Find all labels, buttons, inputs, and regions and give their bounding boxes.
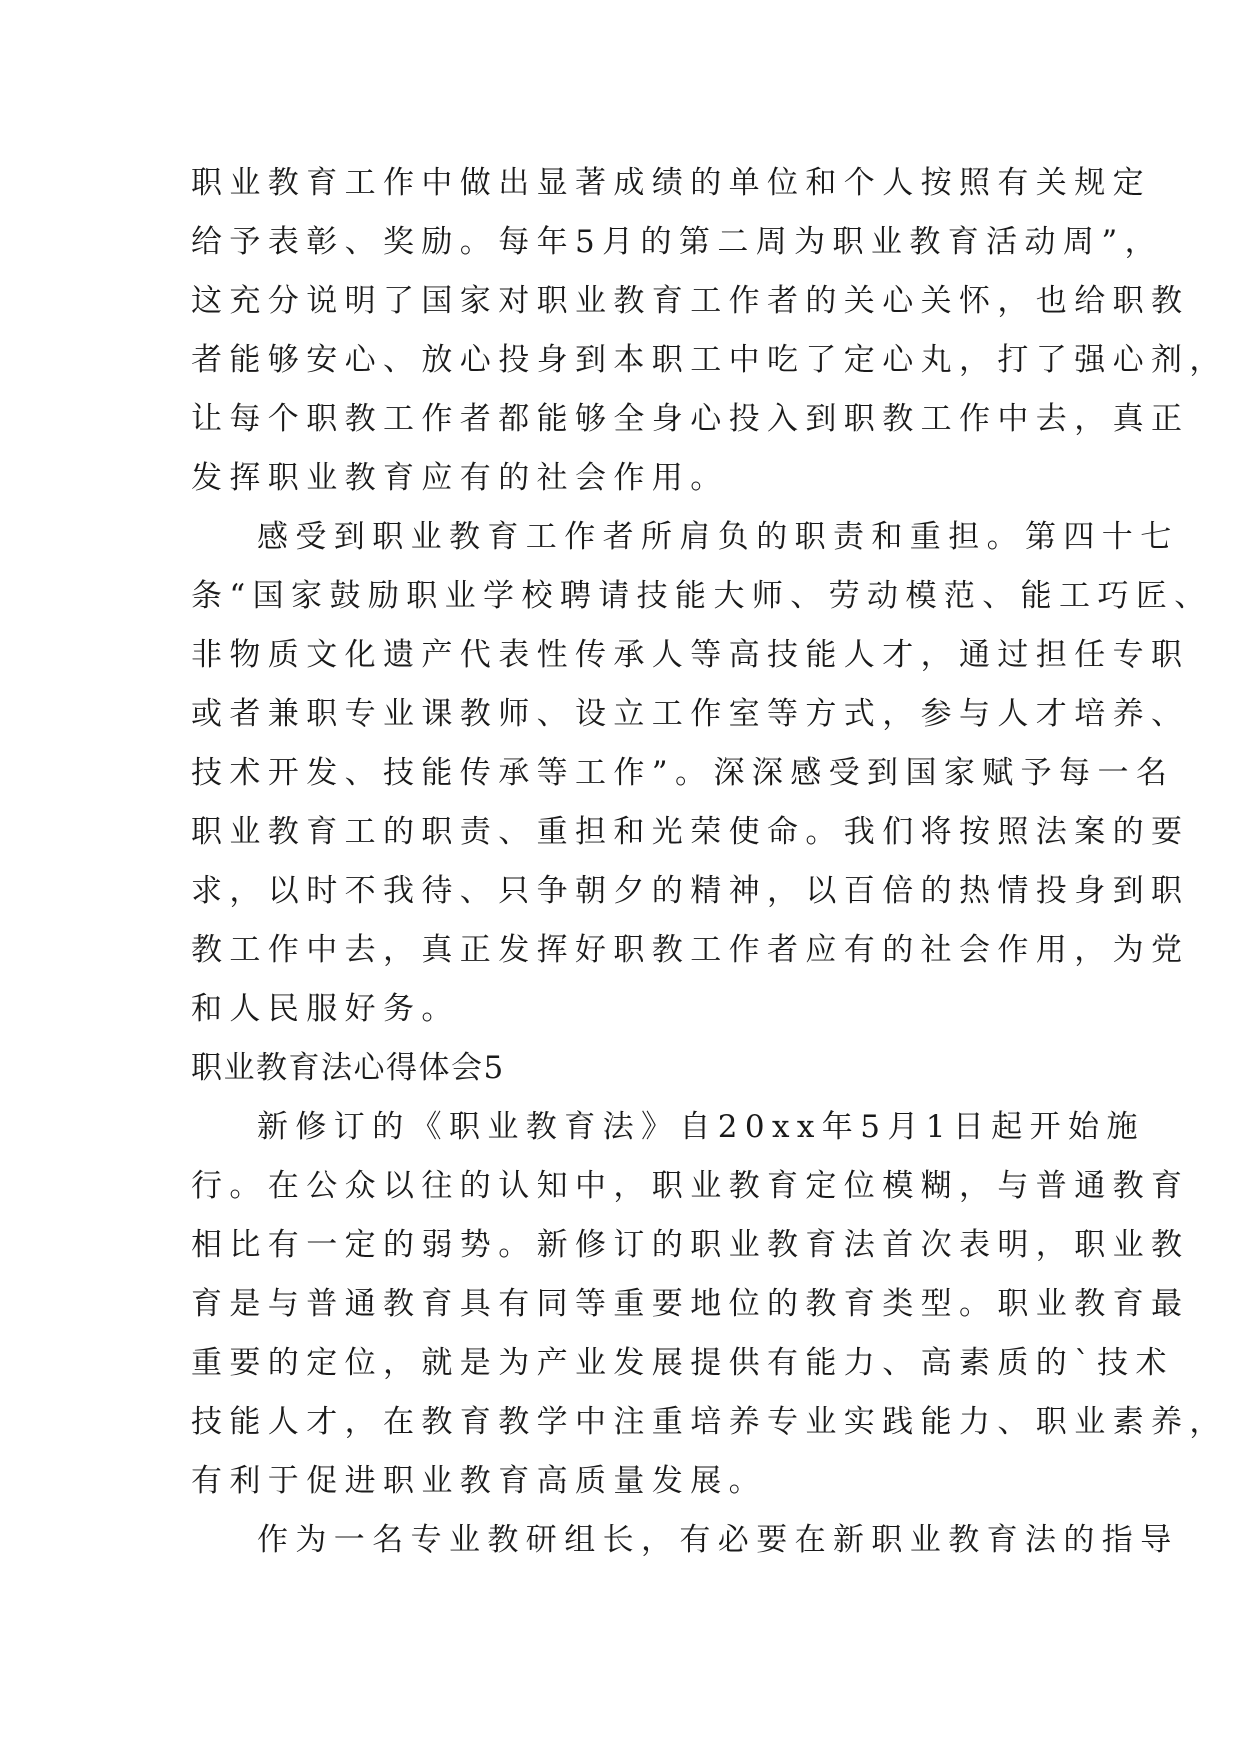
section-heading: 职业教育法心得体会5 <box>191 1050 505 1086</box>
text-line: 求，以时不我待、只争朝夕的精神，以百倍的热情投身到职 <box>191 873 1190 909</box>
text-line: 这充分说明了国家对职业教育工作者的关心关怀，也给职教 <box>191 283 1190 319</box>
paragraph-first-line: 感受到职业教育工作者所肩负的职责和重担。第四十七 <box>257 519 1179 555</box>
text-line: 让每个职教工作者都能够全身心投入到职教工作中去，真正 <box>191 401 1190 437</box>
text-line: 育是与普通教育具有同等重要地位的教育类型。职业教育最 <box>191 1286 1190 1322</box>
paragraph-first-line: 新修订的《职业教育法》自20xx年5月1日起开始施 <box>257 1109 1145 1145</box>
text-line: 重要的定位，就是为产业发展提供有能力、高素质的`技术 <box>191 1345 1174 1381</box>
text-line: 职业教育工作中做出显著成绩的单位和个人按照有关规定 <box>191 165 1151 201</box>
text-line: 条“国家鼓励职业学校聘请技能大师、劳动模范、能工巧匠、 <box>191 578 1213 614</box>
text-line: 行。在公众以往的认知中，职业教育定位模糊，与普通教育 <box>191 1168 1190 1204</box>
paragraph-first-line: 作为一名专业教研组长，有必要在新职业教育法的指导 <box>257 1522 1179 1558</box>
text-line: 有利于促进职业教育高质量发展。 <box>191 1463 767 1499</box>
text-line: 者能够安心、放心投身到本职工中吃了定心丸，打了强心剂， <box>191 342 1228 378</box>
text-line: 教工作中去，真正发挥好职教工作者应有的社会作用，为党 <box>191 932 1190 968</box>
text-line: 和人民服好务。 <box>191 991 460 1027</box>
text-line: 技能人才，在教育教学中注重培养专业实践能力、职业素养， <box>191 1404 1228 1440</box>
text-line: 或者兼职专业课教师、设立工作室等方式，参与人才培养、 <box>191 696 1190 732</box>
text-line: 发挥职业教育应有的社会作用。 <box>191 460 729 496</box>
text-line: 职业教育工的职责、重担和光荣使命。我们将按照法案的要 <box>191 814 1190 850</box>
text-line: 技术开发、技能传承等工作”。深深感受到国家赋予每一名 <box>191 755 1175 791</box>
text-line: 非物质文化遗产代表性传承人等高技能人才，通过担任专职 <box>191 637 1190 673</box>
text-line: 相比有一定的弱势。新修订的职业教育法首次表明，职业教 <box>191 1227 1190 1263</box>
text-line: 给予表彰、奖励。每年5月的第二周为职业教育活动周”， <box>191 224 1163 260</box>
